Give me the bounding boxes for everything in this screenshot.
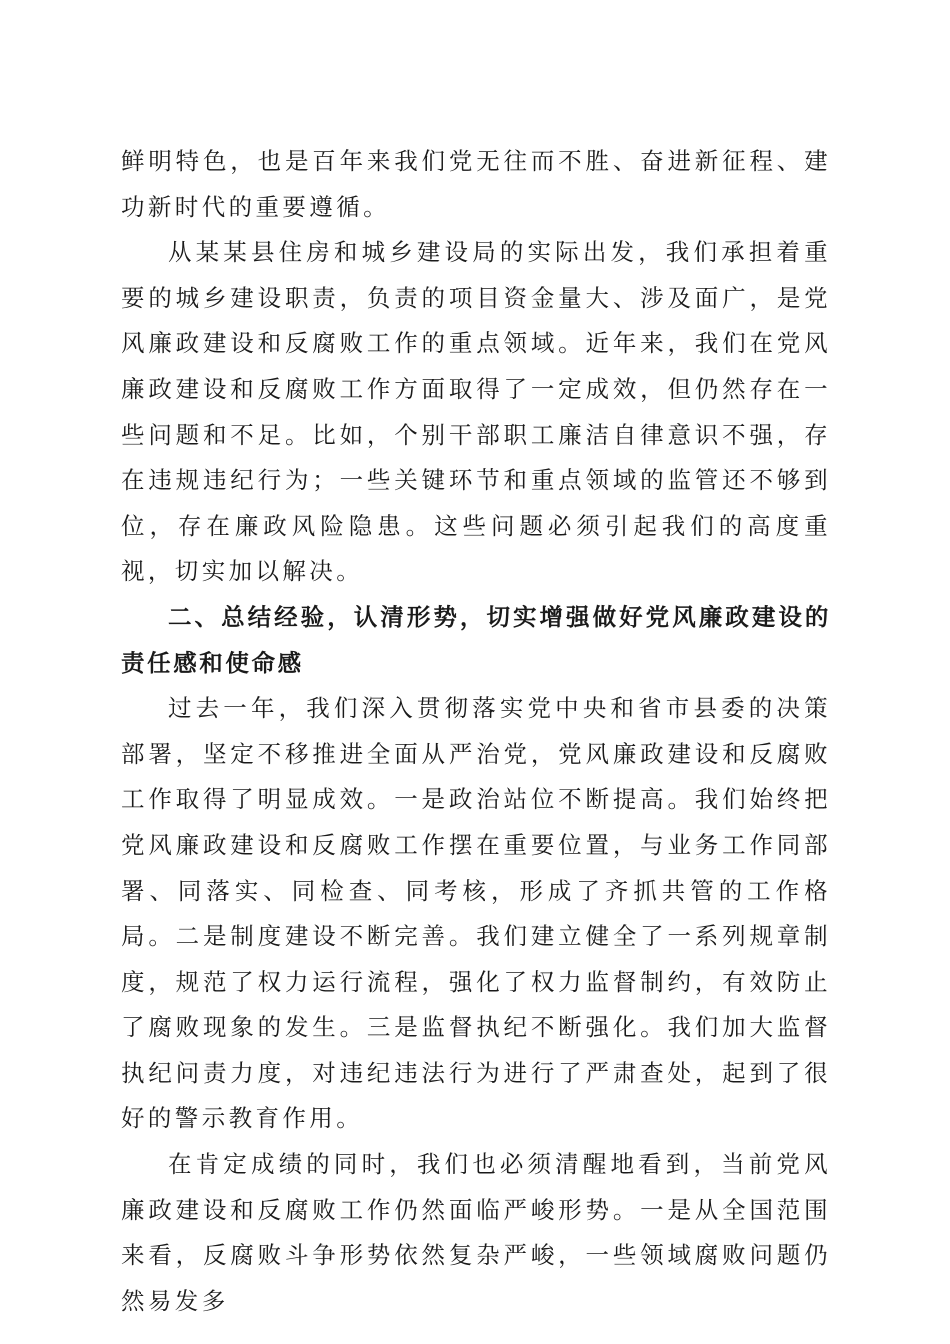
- section-heading-two: 二、总结经验，认清形势，切实增强做好党风廉政建设的责任感和使命感: [121, 602, 831, 677]
- paragraph-current-situation: 在肯定成绩的同时，我们也必须清醒地看到，当前党风廉政建设和反腐败工作仍然面临严峻形势。一是从全国范围来看，反腐败斗争形势依然复杂严峻，一些领域腐败问题仍然易发多: [121, 1150, 831, 1315]
- paragraph-past-year-achievements: 过去一年，我们深入贯彻落实党中央和省市县委的决策部署，坚定不移推进全面从严治党，党风廉政建设和反腐败工作取得了明显成效。一是政治站位不断提高。我们始终把党风廉政建设和反腐败工作摆在重要位置，与业务工作同部署、同落实、同检查、同考核，形成了齐抓共管的工作格局。二是制度建设不断完善。我们建立健全了一系列规章制度，规范了权力运行流程，强化了权力监督制约，有效防止了腐败现象的发生。三是监督执纪不断强化。我们加大监督执纪问责力度，对违纪违法行为进行了严肃查处，起到了很好的警示教育作用。: [121, 694, 831, 1133]
- document-body: [121, 139, 831, 1324]
- paragraph-continuation: 鲜明特色，也是百年来我们党无往而不胜、奋进新征程、建功新时代的重要遵循。: [121, 147, 831, 221]
- paragraph-project-context: 从某某县住房和城乡建设局的实际出发，我们承担着重要的城乡建设职责，负责的项目资金量大、涉及面广，是党风廉政建设和反腐败工作的重点领域。近年来，我们在党风廉政建设和反腐败工作方面取得了一定成效，但仍然存在一些问题和不足。比如，个别干部职工廉洁自律意识不强，存在违规违纪行为；一些关键环节和重点领域的监管还不够到位，存在廉政风险隐患。这些问题必须引起我们的高度重视，切实加以解决。: [121, 238, 831, 586]
